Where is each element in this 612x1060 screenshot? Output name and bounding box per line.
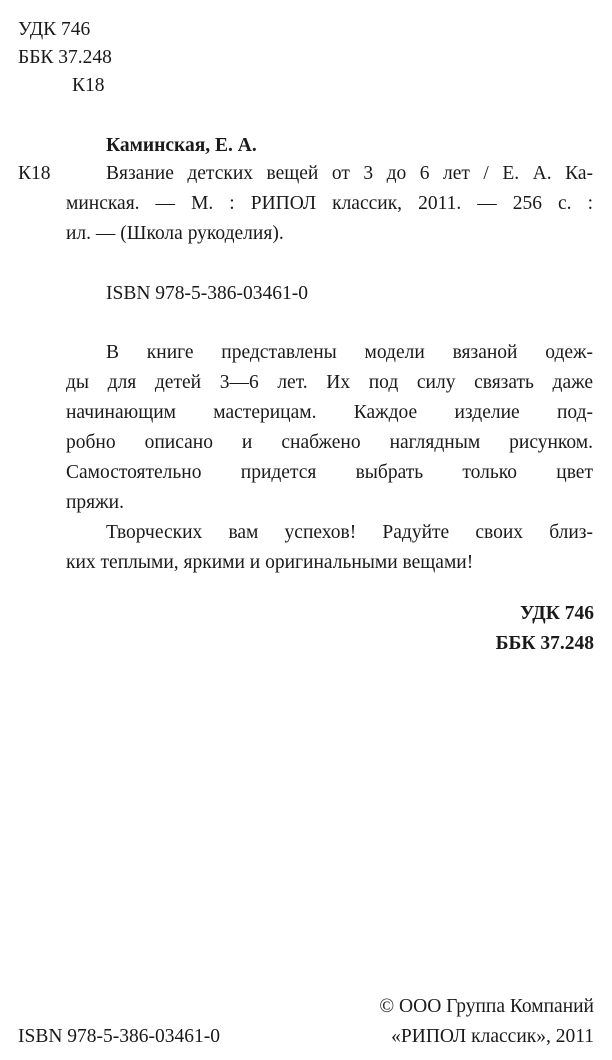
entry-description-line-1: Вязание детских вещей от 3 до 6 лет / Е. А. Ка- [106, 163, 593, 184]
entry-author: Каминская, Е. А. [106, 135, 257, 156]
annotation-p2-line-1: Творческих вам успехов! Радуйте своих близ- [106, 522, 593, 543]
classification-bbk: ББК 37.248 [495, 633, 594, 654]
annotation-p2-line-2: ких теплыми, яркими и оригинальными вещами! [66, 552, 474, 573]
classification-udk: УДК 746 [519, 603, 594, 624]
header-author-mark: К18 [72, 75, 105, 96]
entry-mark: К18 [18, 163, 51, 184]
entry-isbn: ISBN 978-5-386-03461-0 [106, 283, 309, 304]
header-bbk: ББК 37.248 [18, 47, 112, 68]
annotation-p1-line-5: Самостоятельно придется выбрать только цвет [66, 462, 593, 483]
header-udk: УДК 746 [18, 19, 91, 40]
annotation-p1-line-2: ды для детей 3—6 лет. Их под силу связать даже [66, 372, 593, 393]
annotation-p1-line-4: робно описано и снабжено наглядным рисунком. [66, 432, 593, 453]
footer-copyright-line-1: © ООО Группа Компаний [379, 996, 594, 1017]
footer-isbn: ISBN 978-5-386-03461-0 [18, 1026, 221, 1047]
annotation-p1-line-1: В книге представлены модели вязаной одеж- [106, 342, 593, 363]
entry-description-line-2: минская. — М. : РИПОЛ классик, 2011. — 256 с. : [66, 193, 593, 214]
annotation-p1-line-6: пряжи. [66, 492, 124, 513]
annotation-p1-line-3: начинающим мастерицам. Каждое изделие под- [66, 402, 593, 423]
entry-description-line-3: ил. — (Школа рукоделия). [66, 223, 284, 244]
footer-copyright-line-2: «РИПОЛ классик», 2011 [391, 1026, 594, 1047]
